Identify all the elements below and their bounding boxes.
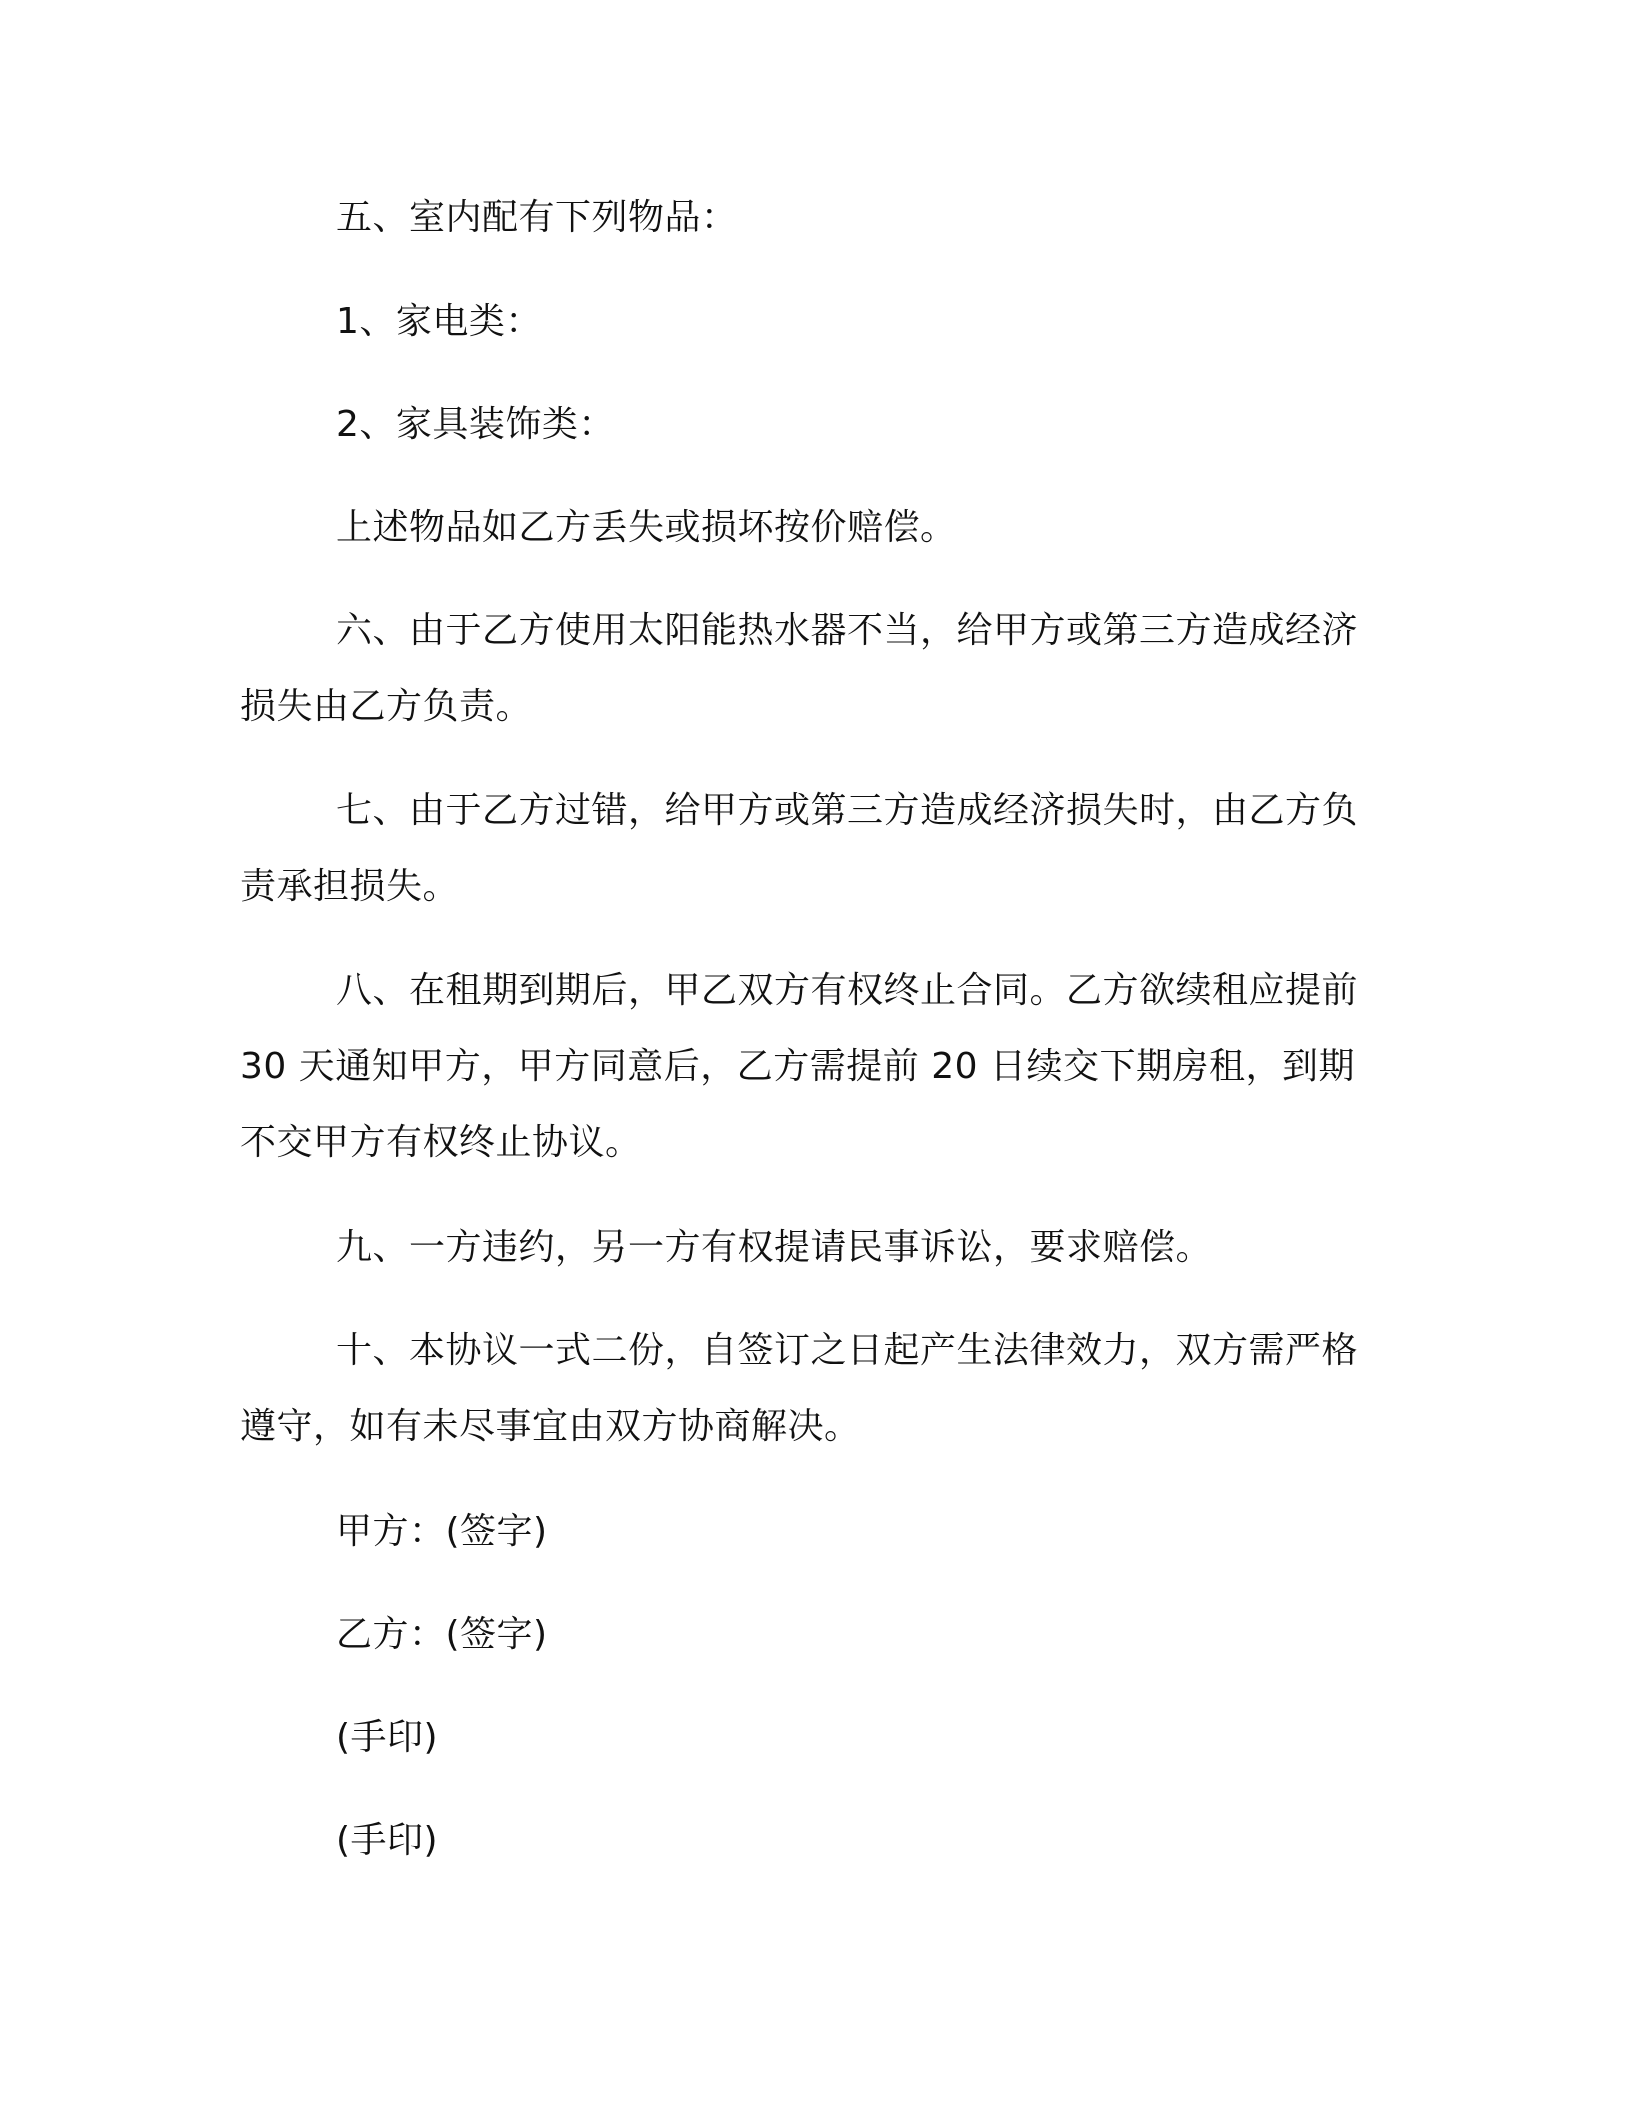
clause-7-line-2: 责承担损失。: [240, 866, 460, 907]
clause-5-note: 上述物品如乙方丢失或损坏按价赔偿。: [336, 507, 957, 548]
clause-6-line-2: 损失由乙方负责。: [240, 686, 533, 727]
clause-8-line-3: 不交甲方有权终止协议。: [240, 1122, 642, 1163]
clause-5-item-1: 1、家电类：: [336, 301, 542, 342]
clause-7-line-1: 七、由于乙方过错，给甲方或第三方造成经济损失时，由乙方负: [336, 790, 1359, 831]
clause-10-line-1: 十、本协议一式二份，自签订之日起产生法律效力，双方需严格: [336, 1330, 1359, 1371]
clause-6-line-1: 六、由于乙方使用太阳能热水器不当，给甲方或第三方造成经济: [336, 610, 1359, 651]
clause-5-item-2: 2、家具装饰类：: [336, 404, 615, 445]
clause-9: 九、一方违约，另一方有权提请民事诉讼，要求赔偿。: [336, 1227, 1213, 1268]
fingerprint-2: (手印): [336, 1820, 439, 1861]
clause-8-line-2: 30 天通知甲方，甲方同意后，乙方需提前 20 日续交下期房租，到期: [240, 1046, 1355, 1087]
party-b-signature: 乙方：(签字): [336, 1614, 548, 1655]
fingerprint-1: (手印): [336, 1717, 439, 1758]
clause-10-line-2: 遵守，如有未尽事宜由双方协商解决。: [240, 1406, 861, 1447]
clause-8-line-1: 八、在租期到期后，甲乙双方有权终止合同。乙方欲续租应提前: [336, 970, 1359, 1011]
clause-5-heading: 五、室内配有下列物品：: [336, 197, 738, 238]
party-a-signature: 甲方：(签字): [336, 1511, 548, 1552]
